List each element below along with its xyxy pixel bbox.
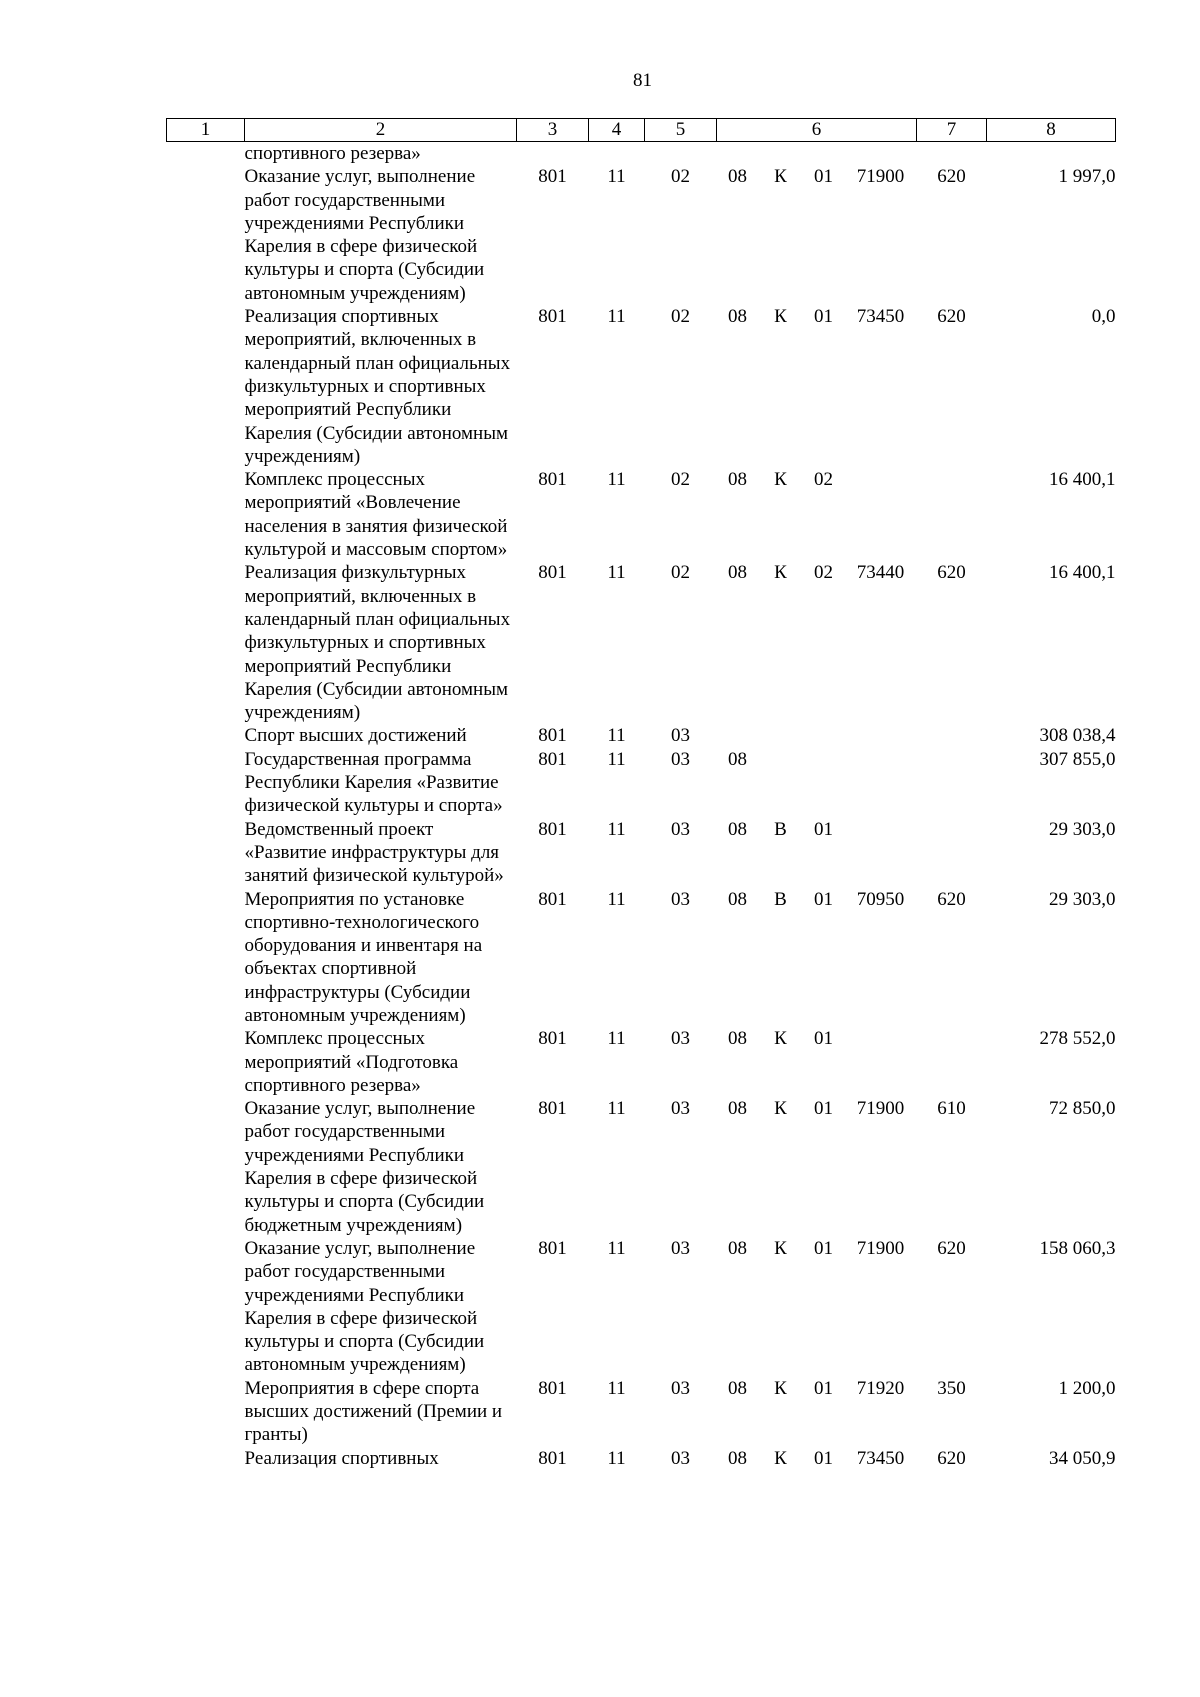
cell-c6a: 08 xyxy=(728,818,747,840)
cell-name: Реализация спортивных xyxy=(244,1447,439,1469)
cell-c6a: 08 xyxy=(728,888,747,910)
cell-c6d: 71900 xyxy=(856,1237,905,1259)
cell-c4: 11 xyxy=(607,818,626,840)
cell-c3: 801 xyxy=(538,1447,567,1469)
cell-name: Оказание услуг, выполнение работ государственными учреждениями Республики Карелия в сфере физической культуры и спорта (Субсидии бюджетным учреждениям) xyxy=(244,1098,485,1236)
cell-c6c: 01 xyxy=(814,1098,833,1120)
cell-c6d xyxy=(845,818,917,888)
cell-name: Оказание услуг, выполнение работ государственными учреждениями Республики Карелия в сфере физической культуры и спорта (Субсидии автономным учреждениям) xyxy=(244,166,485,304)
cell-c3: 801 xyxy=(538,306,567,328)
cell-c3: 801 xyxy=(538,469,567,491)
cell-c6c: 01 xyxy=(814,166,833,188)
cell-c6b: К xyxy=(774,1098,787,1120)
cell-name: спортивного резерва» xyxy=(244,143,421,164)
cell-c8: 0,0 xyxy=(1091,306,1116,328)
cell-c8: 72 850,0 xyxy=(1049,1098,1116,1120)
cell-c3: 801 xyxy=(538,166,567,188)
cell-c6b xyxy=(759,748,803,818)
cell-c4: 11 xyxy=(607,725,626,747)
cell-c6d: 71920 xyxy=(856,1377,905,1399)
cell-blank xyxy=(167,1377,245,1447)
cell-c4: 11 xyxy=(607,1237,626,1259)
cell-blank xyxy=(167,1447,245,1470)
header-col-8: 8 xyxy=(987,119,1116,142)
cell-name: Государственная программа Республики Карелия «Развитие физической культуры и спорта» xyxy=(244,748,503,817)
cell-c5: 03 xyxy=(671,888,690,910)
cell-c6c: 01 xyxy=(814,888,833,910)
cell-c6a: 08 xyxy=(728,1237,747,1259)
cell-blank xyxy=(167,1097,245,1237)
table-row xyxy=(167,1237,1116,1377)
cell-c6a: 08 xyxy=(728,1447,747,1469)
cell-c6b xyxy=(759,724,803,747)
cell-c4 xyxy=(589,142,645,166)
cell-name: Мероприятия в сфере спорта высших достижений (Премии и гранты) xyxy=(244,1377,503,1446)
table-row xyxy=(167,1377,1116,1447)
table-row xyxy=(167,165,1116,305)
cell-c8: 308 038,4 xyxy=(1039,725,1116,747)
cell-c6a xyxy=(717,724,759,747)
cell-c6a: 08 xyxy=(728,1098,747,1120)
cell-c6b: В xyxy=(774,888,787,910)
cell-name: Реализация физкультурных мероприятий, включенных в календарный план официальных физкультурных и спортивных мероприятий Республики Карелия (Субсидии автономным учреждениям) xyxy=(244,562,511,724)
cell-c7 xyxy=(917,748,987,818)
cell-c8: 16 400,1 xyxy=(1049,562,1116,584)
cell-name: Спорт высших достижений xyxy=(244,725,467,747)
cell-c6b: К xyxy=(774,166,787,188)
cell-c6a: 08 xyxy=(728,1377,747,1399)
cell-name: Ведомственный проект «Развитие инфраструктуры для занятий физической культурой» xyxy=(244,818,504,887)
cell-c6a: 08 xyxy=(728,1028,747,1050)
header-col-5: 5 xyxy=(645,119,717,142)
table-row xyxy=(167,1447,1116,1470)
cell-c6a: 08 xyxy=(728,306,747,328)
cell-c4: 11 xyxy=(607,306,626,328)
cell-name: Оказание услуг, выполнение работ государственными учреждениями Республики Карелия в сфере физической культуры и спорта (Субсидии автономным учреждениям) xyxy=(244,1237,485,1376)
cell-c8: 278 552,0 xyxy=(1039,1028,1116,1050)
cell-blank xyxy=(167,468,245,561)
cell-blank xyxy=(167,888,245,1028)
cell-blank xyxy=(167,561,245,724)
cell-c6a: 08 xyxy=(728,166,747,188)
cell-c6b: К xyxy=(774,1237,787,1259)
cell-c6c: 01 xyxy=(814,1377,833,1399)
cell-c8: 29 303,0 xyxy=(1049,888,1116,910)
header-col-3: 3 xyxy=(517,119,589,142)
cell-c5: 02 xyxy=(671,306,690,328)
cell-c6b: К xyxy=(774,1028,787,1050)
page-number: 81 xyxy=(633,70,652,91)
cell-blank xyxy=(167,142,245,166)
cell-c8: 158 060,3 xyxy=(1039,1237,1116,1259)
cell-c6c: 01 xyxy=(814,306,833,328)
cell-c6a: 08 xyxy=(728,748,747,770)
cell-c8: 1 997,0 xyxy=(1058,166,1116,188)
table-row xyxy=(167,888,1116,1028)
header-col-4: 4 xyxy=(589,119,645,142)
budget-table xyxy=(166,118,1116,1470)
cell-c6d xyxy=(845,748,917,818)
cell-c4: 11 xyxy=(607,1028,626,1050)
cell-c4: 11 xyxy=(607,888,626,910)
cell-c6c xyxy=(803,142,845,166)
cell-c5: 02 xyxy=(671,166,690,188)
cell-c6b xyxy=(759,142,803,166)
header-col-1: 1 xyxy=(167,119,245,142)
table-row xyxy=(167,561,1116,724)
cell-c6b: В xyxy=(774,818,787,840)
cell-name: Комплекс процессных мероприятий «Вовлечение населения в занятия физической культурой и массовым спортом» xyxy=(244,469,508,561)
cell-c6d: 73450 xyxy=(856,1447,905,1469)
cell-c6d: 73450 xyxy=(856,306,905,328)
cell-c4: 11 xyxy=(607,166,626,188)
cell-c5: 03 xyxy=(671,1028,690,1050)
cell-c7 xyxy=(917,142,987,166)
cell-c7: 620 xyxy=(937,1237,966,1259)
cell-blank xyxy=(167,748,245,818)
cell-c5: 03 xyxy=(671,748,690,770)
header-col-6: 6 xyxy=(717,119,917,142)
cell-c7: 620 xyxy=(937,888,966,910)
table-row xyxy=(167,724,1116,747)
cell-c6d: 73440 xyxy=(856,562,905,584)
cell-c4: 11 xyxy=(607,748,626,770)
cell-c4: 11 xyxy=(607,1098,626,1120)
cell-c5: 03 xyxy=(671,1377,690,1399)
cell-c5: 03 xyxy=(671,1098,690,1120)
cell-c7: 620 xyxy=(937,306,966,328)
header-col-7: 7 xyxy=(917,119,987,142)
cell-c3: 801 xyxy=(538,1377,567,1399)
cell-blank xyxy=(167,305,245,468)
cell-c6d xyxy=(845,142,917,166)
cell-c6a xyxy=(717,142,759,166)
cell-c6c xyxy=(803,724,845,747)
cell-c7 xyxy=(917,468,987,561)
cell-c4: 11 xyxy=(607,1377,626,1399)
header-row xyxy=(167,119,1116,142)
cell-c8: 34 050,9 xyxy=(1049,1447,1116,1469)
cell-c8: 29 303,0 xyxy=(1049,818,1116,840)
cell-c5: 03 xyxy=(671,818,690,840)
table-row xyxy=(167,748,1116,818)
cell-c7: 620 xyxy=(937,166,966,188)
table-row xyxy=(167,305,1116,468)
cell-c6c xyxy=(803,748,845,818)
cell-c4: 11 xyxy=(607,469,626,491)
cell-c6b: К xyxy=(774,1377,787,1399)
cell-c5: 02 xyxy=(671,562,690,584)
cell-c7 xyxy=(917,818,987,888)
cell-c6b: К xyxy=(774,306,787,328)
cell-blank xyxy=(167,1237,245,1377)
cell-c8: 16 400,1 xyxy=(1049,469,1116,491)
cell-c7 xyxy=(917,724,987,747)
header-col-2: 2 xyxy=(245,119,517,142)
table-body xyxy=(167,142,1116,1470)
cell-c3: 801 xyxy=(538,818,567,840)
cell-c7: 620 xyxy=(937,1447,966,1469)
cell-c5: 02 xyxy=(671,469,690,491)
cell-c6d: 70950 xyxy=(856,888,905,910)
cell-c6d xyxy=(845,724,917,747)
cell-c7 xyxy=(917,1027,987,1097)
table-row xyxy=(167,142,1116,166)
table-row xyxy=(167,818,1116,888)
cell-c6d xyxy=(845,468,917,561)
cell-c3: 801 xyxy=(538,748,567,770)
cell-c7: 610 xyxy=(937,1098,966,1120)
cell-c6d: 71900 xyxy=(856,166,905,188)
cell-c5 xyxy=(645,142,717,166)
cell-blank xyxy=(167,724,245,747)
cell-name: Комплекс процессных мероприятий «Подготовка спортивного резерва» xyxy=(244,1028,459,1096)
cell-c6c: 02 xyxy=(814,469,833,491)
cell-c6a: 08 xyxy=(728,562,747,584)
cell-c3: 801 xyxy=(538,1028,567,1050)
cell-blank xyxy=(167,818,245,888)
cell-c8: 307 855,0 xyxy=(1039,748,1116,770)
cell-name: Реализация спортивных мероприятий, включенных в календарный план официальных физкультурных и спортивных мероприятий Республики Карелия (Субсидии автономным учреждениям) xyxy=(244,306,511,467)
cell-c5: 03 xyxy=(671,1447,690,1469)
cell-c6b: К xyxy=(774,562,787,584)
cell-c6b: К xyxy=(774,1447,787,1469)
cell-c8 xyxy=(987,142,1116,166)
cell-c7: 350 xyxy=(937,1377,966,1399)
cell-c3: 801 xyxy=(538,562,567,584)
cell-c5: 03 xyxy=(671,1237,690,1259)
cell-c6b: К xyxy=(774,469,787,491)
cell-c6c: 01 xyxy=(814,818,833,840)
cell-c6d xyxy=(845,1027,917,1097)
cell-c3: 801 xyxy=(538,1237,567,1259)
cell-blank xyxy=(167,1027,245,1097)
cell-c6c: 02 xyxy=(814,562,833,584)
cell-c4: 11 xyxy=(607,1447,626,1469)
cell-c6c: 01 xyxy=(814,1447,833,1469)
cell-c6c: 01 xyxy=(814,1237,833,1259)
cell-c6c: 01 xyxy=(814,1028,833,1050)
cell-c3: 801 xyxy=(538,888,567,910)
cell-blank xyxy=(167,165,245,305)
table-row xyxy=(167,1097,1116,1237)
cell-c3: 801 xyxy=(538,1098,567,1120)
cell-name: Мероприятия по установке спортивно-технологического оборудования и инвентаря на объектах спортивной инфраструктуры (Субсидии автономным учреждениям) xyxy=(244,888,483,1026)
cell-c8: 1 200,0 xyxy=(1058,1377,1116,1399)
cell-c3: 801 xyxy=(538,725,567,747)
table-row xyxy=(167,468,1116,561)
cell-c6d: 71900 xyxy=(856,1098,905,1120)
cell-c6a: 08 xyxy=(728,469,747,491)
table-row xyxy=(167,1027,1116,1097)
cell-c7: 620 xyxy=(937,562,966,584)
cell-c4: 11 xyxy=(607,562,626,584)
cell-c3 xyxy=(517,142,589,166)
cell-c5: 03 xyxy=(671,725,690,747)
